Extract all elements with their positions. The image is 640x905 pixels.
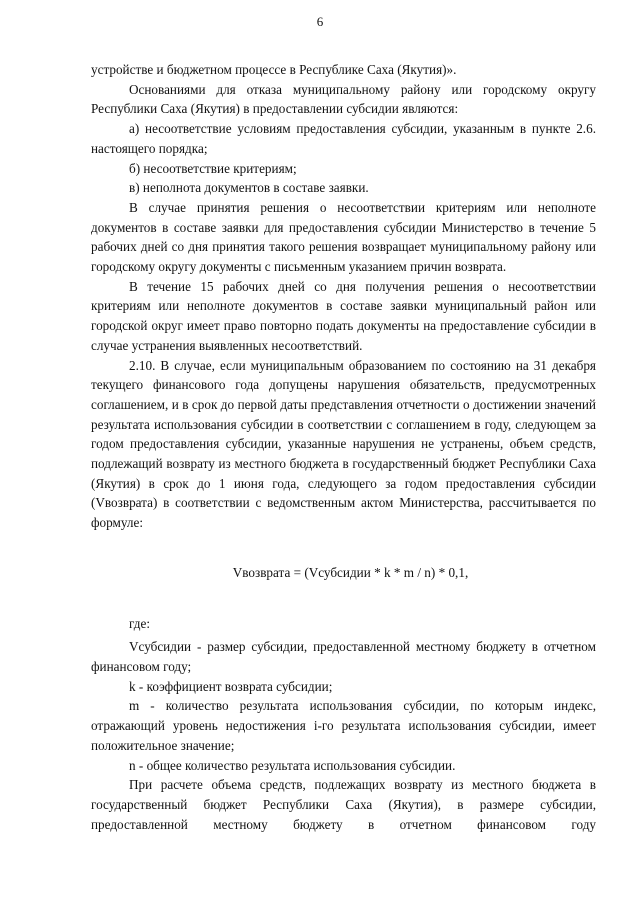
definition-m: m - количество результата использования субсидии, по которым индекс, отражающий уровень недостижения i-го результата использования субсидии, имеет положительное значение; (91, 698, 596, 753)
list-item-b: б) несоответствие критериям; (129, 160, 297, 176)
document-body (91, 60, 596, 834)
paragraph-return-documents: В случае принятия решения о несоответствии критериям или неполноте документов в составе заявки для предоставления субсидии Министерство в течение 5 рабочих дней со дня принятия такого решения возвращает муниципальному району или городскому округу документы с письменным указанием причин возврата. (91, 199, 596, 275)
definition-intro: где: (129, 615, 150, 631)
paragraph-refund-calculation: При расчете объема средств, подлежащих возврату из местного бюджета в государственный бюджет Республики Саха (Якутия), в размере субсидии, предоставленной местному бюджету в отчетном финансовом году (91, 777, 596, 832)
formula: Vвозврата = (Vсубсидии * k * m / n) * 0,1, (232, 564, 469, 580)
definition-k: k - коэффициент возврата субсидии; (129, 678, 333, 694)
paragraph-resubmission: В течение 15 рабочих дней со дня получения решения о несоответствии критериям или неполноте документов в составе заявки муниципальный район или городской округ имеет право повторно подать документы на предоставление субсидии в случае устранения выявленных несоответствий. (91, 278, 596, 353)
definition-v-subsidy: Vсубсидии - размер субсидии, предоставленной местному бюджету в отчетном финансовом году; (91, 639, 596, 674)
paragraph-continuation: устройстве и бюджетном процессе в Республике Саха (Якутия)». (91, 62, 457, 77)
paragraph-refusal-grounds: Основаниями для отказа муниципальному району или городскому округу Республики Саха (Якутия) в предоставлении субсидии являются: (91, 81, 596, 117)
list-item-c: в) неполнота документов в составе заявки. (129, 180, 369, 196)
page-number: 6 (316, 14, 324, 29)
list-item-a: а) несоответствие условиям предоставления субсидии, указанным в пункте 2.6. настоящего порядка; (91, 121, 596, 156)
definition-n: n - общее количество результата использования субсидии. (129, 757, 456, 773)
paragraph-2-10: 2.10. В случае, если муниципальным образованием по состоянию на 31 декабря текущего финансового года допущены нарушения обязательств, предусмотренных соглашением, и в срок до первой даты представления отчетности о достижении значений результата использования субсидии в соответствии с соглашением в году, следующем за годом предоставления субсидии, указанные нарушения не устранены, объем средств, подлежащий возврату из местного бюджета в государственный бюджет Республики Саха (Якутия) в срок до 1 июня года, следующего за годом предоставления субсидии (Vвозврата) в соответствии с ведомственным актом Министерства, рассчитывается по формуле: (91, 357, 596, 531)
